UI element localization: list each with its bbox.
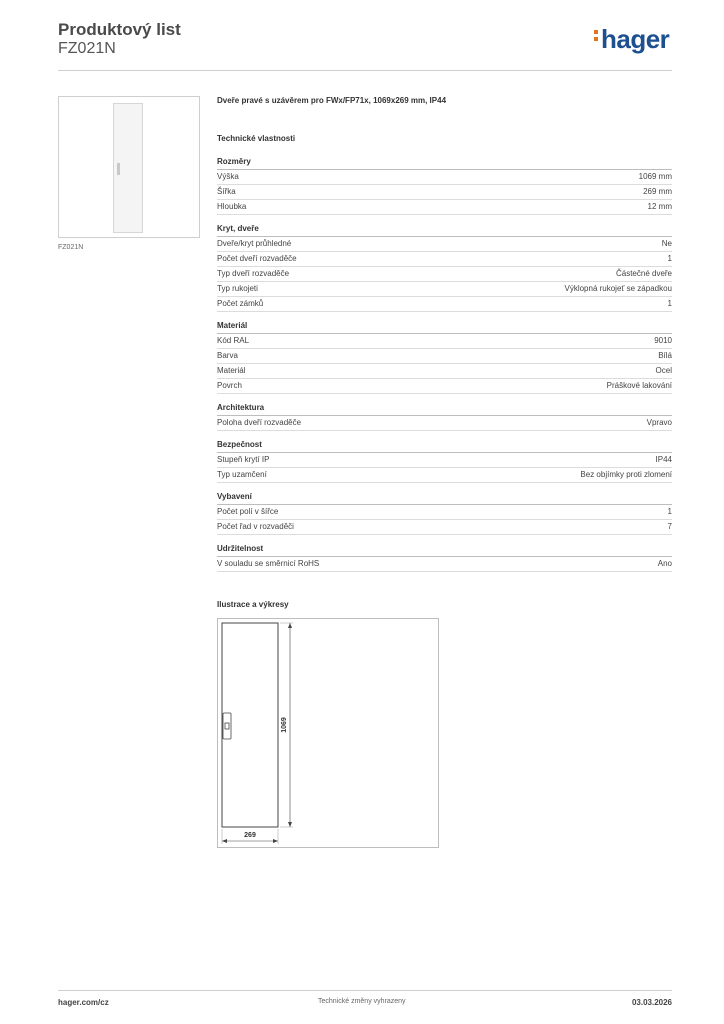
spec-groups (217, 154, 672, 572)
spec-row (217, 185, 672, 200)
spec-label: Dveře/kryt průhledné (217, 239, 292, 248)
spec-value: Ocel (655, 366, 672, 375)
specifications (217, 96, 672, 572)
spec-value: Částečné dveře (615, 269, 672, 278)
logo-dots-icon (594, 30, 598, 44)
spec-label: Kód RAL (217, 336, 250, 345)
spec-value: Bez objímky proti zlomení (580, 470, 672, 479)
spec-label: Typ dveří rozvaděče (217, 269, 290, 278)
group-title: Materiál (217, 318, 672, 334)
group-title: Udržitelnost (217, 541, 672, 557)
spec-row (217, 237, 672, 252)
spec-value: 1 (667, 254, 672, 263)
spec-value: 7 (667, 522, 672, 531)
handle-outline (223, 713, 231, 739)
spec-row (217, 453, 672, 468)
footer-notice: Technické změny vyhrazeny (318, 998, 406, 1005)
spec-value: 1 (667, 299, 672, 308)
spec-row (217, 267, 672, 282)
spec-value: Práškové lakování (606, 381, 672, 390)
product-code: FZ021N (58, 40, 116, 57)
arrow-top (288, 623, 292, 628)
spec-row (217, 334, 672, 349)
spec-value: Bílá (658, 351, 672, 360)
spec-value: 1069 mm (638, 172, 672, 181)
spec-value: Vpravo (646, 418, 672, 427)
group-title: Kryt, dveře (217, 221, 672, 237)
spec-value: Výklopná rukojeť se západkou (564, 284, 672, 293)
spec-label: Materiál (217, 366, 246, 375)
spec-label: Počet řad v rozvaděči (217, 522, 294, 531)
product-image (58, 96, 200, 238)
spec-row (217, 468, 672, 483)
spec-label: Poloha dveří rozvaděče (217, 418, 302, 427)
spec-label: Výška (217, 172, 239, 181)
spec-row (217, 282, 672, 297)
spec-value: 12 mm (647, 202, 672, 211)
spec-value: Ne (661, 239, 672, 248)
spec-row (217, 505, 672, 520)
spec-value: 9010 (654, 336, 672, 345)
door-outline (222, 623, 278, 827)
specs-title: Technické vlastnosti (217, 134, 296, 143)
arrow-bottom (288, 822, 292, 827)
spec-row (217, 252, 672, 267)
group-title: Architektura (217, 400, 672, 416)
header-divider (58, 70, 672, 71)
group-title: Bezpečnost (217, 437, 672, 453)
spec-label: Typ uzamčení (217, 470, 267, 479)
spec-row (217, 364, 672, 379)
spec-row (217, 557, 672, 572)
lock-outline (225, 723, 229, 729)
spec-label: Povrch (217, 381, 242, 390)
product-description: Dveře pravé s uzávěrem pro FWx/FP71x, 1069x269 mm, IP44 (217, 96, 447, 105)
technical-drawing (217, 618, 439, 848)
spec-row (217, 349, 672, 364)
arrow-left (222, 839, 227, 843)
spec-row (217, 416, 672, 431)
spec-label: Stupeň krytí IP (217, 455, 270, 464)
spec-value: Ano (657, 559, 672, 568)
height-dimension-label: 1069 (281, 717, 288, 733)
width-dimension-label: 269 (244, 832, 256, 839)
spec-label: Barva (217, 351, 238, 360)
door-handle-thumbnail (117, 163, 120, 175)
spec-label: Počet dveří rozvaděče (217, 254, 297, 263)
spec-row (217, 520, 672, 535)
hager-logo (594, 26, 669, 52)
spec-row (217, 297, 672, 312)
group-title: Rozměry (217, 154, 672, 170)
footer-date: 03.03.2026 (631, 998, 672, 1007)
logo-text: hager (601, 24, 670, 54)
door-drawing (218, 619, 438, 847)
arrow-right (273, 839, 278, 843)
image-caption: FZ021N (58, 244, 84, 251)
spec-label: Počet polí v šířce (217, 507, 279, 516)
page-title: Produktový list (58, 20, 181, 39)
spec-label: Hloubka (217, 202, 247, 211)
spec-row (217, 379, 672, 394)
illustration-title: Ilustrace a výkresy (217, 600, 289, 609)
footer-divider (58, 990, 672, 991)
spec-label: Typ rukojeti (217, 284, 258, 293)
spec-value: 1 (667, 507, 672, 516)
website-link[interactable]: hager.com/cz (58, 998, 109, 1007)
spec-value: IP44 (655, 455, 672, 464)
group-title: Vybavení (217, 489, 672, 505)
spec-label: V souladu se směrnicí RoHS (217, 559, 320, 568)
spec-label: Počet zámků (217, 299, 264, 308)
spec-row (217, 200, 672, 215)
spec-label: Šířka (217, 187, 236, 196)
spec-value: 269 mm (643, 187, 672, 196)
spec-row (217, 170, 672, 185)
